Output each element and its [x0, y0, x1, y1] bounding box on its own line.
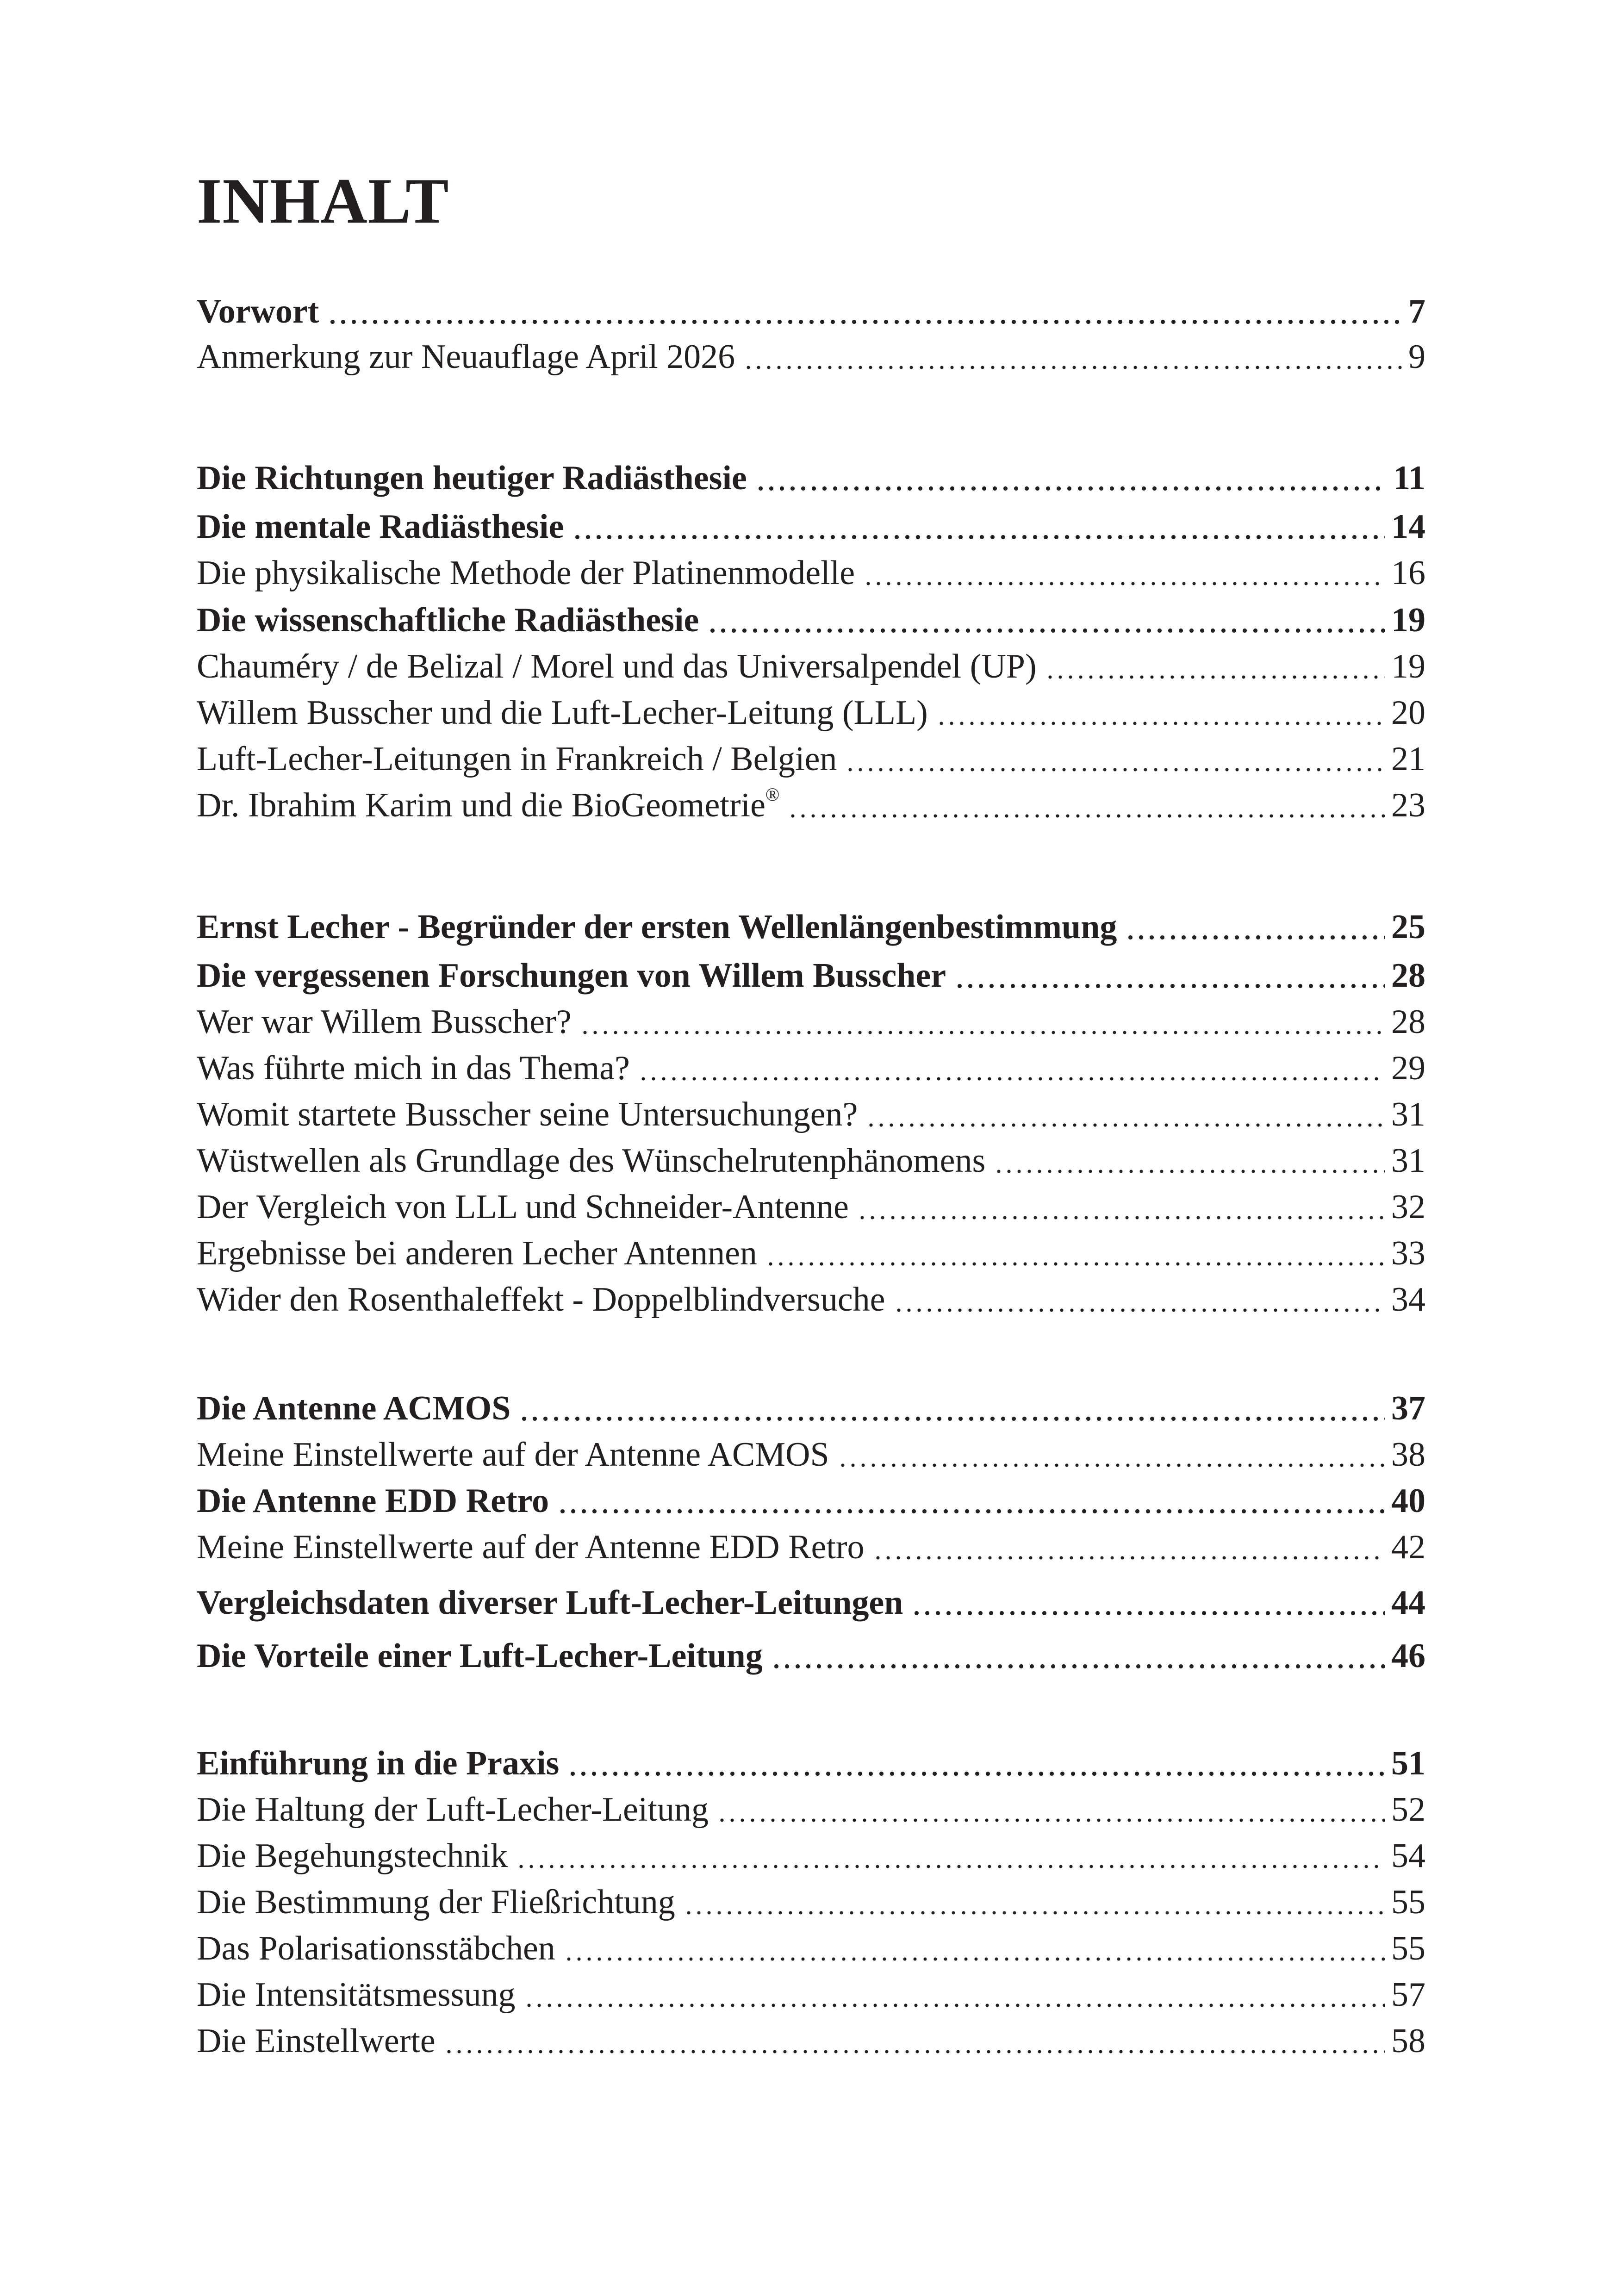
- toc-entry: [197, 2020, 1425, 2062]
- toc-entry: [197, 1526, 1425, 1568]
- toc-page-number: 51: [1391, 1744, 1425, 1782]
- dot-leader: [845, 738, 1385, 780]
- toc-page-number: 33: [1391, 1234, 1425, 1272]
- toc-entry: [197, 1480, 1425, 1522]
- dot-leader: [894, 1279, 1385, 1320]
- toc-page-number: 11: [1393, 459, 1425, 497]
- dot-leader: [743, 336, 1402, 378]
- toc-entry: [197, 552, 1425, 594]
- toc-entry: [197, 336, 1425, 378]
- toc-entry-title-text: Dr. Ibrahim Karim und die BioGeometrie: [197, 786, 765, 824]
- toc-entry-title: Die Bestimmung der Fließrichtung: [197, 1883, 675, 1921]
- toc-page-number: 58: [1391, 2022, 1425, 2060]
- toc-entry-title: Willem Busscher und die Luft-Lecher-Leitung (LLL): [197, 694, 928, 732]
- toc-page-number: 14: [1391, 508, 1425, 546]
- toc-entry: [197, 646, 1425, 687]
- toc-page-number: 54: [1391, 1837, 1425, 1875]
- dot-leader: [638, 1047, 1385, 1089]
- dot-leader: [788, 784, 1385, 826]
- toc-entry: [197, 1582, 1425, 1624]
- toc-page-number: 37: [1391, 1389, 1425, 1427]
- toc-entry: [197, 1232, 1425, 1274]
- toc-page-number: 34: [1391, 1281, 1425, 1319]
- toc-entry-title: Luft-Lecher-Leitungen in Frankreich / Belgien: [197, 740, 837, 778]
- toc-page-number: 44: [1391, 1584, 1425, 1622]
- toc-entry-title: Wer war Willem Busscher?: [197, 1003, 572, 1041]
- toc-page-number: 38: [1391, 1436, 1425, 1474]
- toc-entry: [197, 692, 1425, 734]
- toc-entry: [197, 784, 1425, 826]
- toc-entry-title: Die Einstellwerte: [197, 2022, 436, 2060]
- toc-entry-title: Vorwort: [197, 292, 319, 330]
- toc-page-number: 7: [1408, 292, 1425, 330]
- toc-entry-title: Anmerkung zur Neuauflage April 2026: [197, 338, 735, 376]
- toc-entry: [197, 1047, 1425, 1089]
- toc-entry: [197, 738, 1425, 780]
- toc-page-number: 42: [1391, 1528, 1425, 1566]
- toc-entry: [197, 1186, 1425, 1228]
- registered-mark: ®: [765, 784, 780, 805]
- toc-entry: [197, 1094, 1425, 1135]
- page-title: INHALT: [197, 165, 449, 237]
- dot-leader: [863, 552, 1385, 594]
- toc-entry-title: Meine Einstellwerte auf der Antenne EDD Retro: [197, 1528, 865, 1566]
- toc-page-number: 23: [1391, 786, 1425, 824]
- toc-entry-title: Die Richtungen heutiger Radiästhesie: [197, 459, 747, 497]
- toc-entry-title: Die Antenne ACMOS: [197, 1389, 511, 1427]
- toc-entry-title: Meine Einstellwerte auf der Antenne ACMOS: [197, 1436, 829, 1474]
- toc-entry-title: Wider den Rosenthaleffekt - Doppelblindversuche: [197, 1281, 885, 1319]
- toc-entry-title: Chauméry / de Belizal / Morel und das Universalpendel (UP): [197, 647, 1037, 685]
- toc-entry: [197, 1001, 1425, 1043]
- toc-page-number: 32: [1391, 1188, 1425, 1226]
- toc-entry-title: Was führte mich in das Thema?: [197, 1049, 630, 1087]
- dot-leader: [838, 1434, 1385, 1475]
- dot-leader: [327, 291, 1402, 332]
- toc-entry: [197, 1742, 1425, 1784]
- dot-leader: [684, 1881, 1385, 1923]
- toc-entry: [197, 599, 1425, 641]
- dot-leader: [516, 1835, 1385, 1877]
- toc-entry-title: Einführung in die Praxis: [197, 1744, 560, 1782]
- toc-entry-title: Die Vorteile einer Luft-Lecher-Leitung: [197, 1637, 763, 1675]
- dot-leader: [771, 1635, 1385, 1677]
- toc-page-number: 28: [1391, 957, 1425, 995]
- toc-page-number: 20: [1391, 694, 1425, 732]
- toc-entry-title: Die Antenne EDD Retro: [197, 1482, 549, 1520]
- dot-leader: [765, 1232, 1385, 1274]
- toc-entry: [197, 1388, 1425, 1429]
- toc-entry: [197, 506, 1425, 548]
- toc-entry-title: Die physikalische Methode der Platinenmodelle: [197, 554, 855, 592]
- toc-entry-title: Ernst Lecher - Begründer der ersten Wellenlängenbestimmung: [197, 908, 1117, 946]
- toc-entry-title: Die Begehungstechnik: [197, 1837, 508, 1875]
- dot-leader: [557, 1480, 1385, 1522]
- dot-leader: [519, 1388, 1385, 1429]
- toc-entry-title: Die vergessenen Forschungen von Willem Busscher: [197, 957, 946, 995]
- toc-entry: [197, 291, 1425, 332]
- toc-page-number: 25: [1391, 908, 1425, 946]
- toc-entry: [197, 1928, 1425, 1969]
- dot-leader: [994, 1140, 1385, 1182]
- toc-page-number: 29: [1391, 1049, 1425, 1087]
- toc-page-number: 31: [1391, 1095, 1425, 1133]
- toc-page-number: 21: [1391, 740, 1425, 778]
- dot-leader: [755, 457, 1387, 499]
- toc-entry: [197, 955, 1425, 996]
- dot-leader: [1125, 906, 1385, 948]
- toc-entry: [197, 906, 1425, 948]
- toc-page-number: 55: [1391, 1929, 1425, 1967]
- dot-leader: [564, 1928, 1385, 1969]
- dot-leader: [580, 1001, 1385, 1043]
- toc-page-number: 9: [1408, 338, 1425, 376]
- dot-leader: [873, 1526, 1385, 1568]
- toc-entry-title: Die mentale Radiästhesie: [197, 508, 564, 546]
- toc-entry-title: Ergebnisse bei anderen Lecher Antennen: [197, 1234, 757, 1272]
- toc-entry-title: Die wissenschaftliche Radiästhesie: [197, 601, 699, 639]
- dot-leader: [936, 692, 1385, 734]
- dot-leader: [567, 1742, 1385, 1784]
- toc-entry-title: Wüstwellen als Grundlage des Wünschelrutenphänomens: [197, 1142, 986, 1180]
- toc-entry-title: Womit startete Busscher seine Untersuchungen?: [197, 1095, 858, 1133]
- toc-entry: [197, 1881, 1425, 1923]
- dot-leader: [857, 1186, 1385, 1228]
- dot-leader: [911, 1582, 1385, 1624]
- toc-entry-title: [197, 784, 779, 826]
- dot-leader: [524, 1974, 1385, 2016]
- dot-leader: [954, 955, 1385, 996]
- toc-page-number: 16: [1391, 554, 1425, 592]
- toc-entry: [197, 1635, 1425, 1677]
- dot-leader: [866, 1094, 1385, 1135]
- toc-entry-title: Die Haltung der Luft-Lecher-Leitung: [197, 1791, 709, 1829]
- toc-page-number: 52: [1391, 1791, 1425, 1829]
- toc-page-number: 31: [1391, 1142, 1425, 1180]
- toc-page-number: 46: [1391, 1637, 1425, 1675]
- toc-page-number: 19: [1391, 647, 1425, 685]
- toc-entry-title: Vergleichsdaten diverser Luft-Lecher-Leitungen: [197, 1584, 903, 1622]
- dot-leader: [572, 506, 1385, 548]
- toc-entry-title: Die Intensitätsmessung: [197, 1976, 516, 2014]
- toc-entry: [197, 1434, 1425, 1475]
- dot-leader: [717, 1789, 1385, 1830]
- dot-leader: [444, 2020, 1385, 2062]
- toc-entry: [197, 1974, 1425, 2016]
- dot-leader: [707, 599, 1385, 641]
- toc-page-number: 57: [1391, 1976, 1425, 2014]
- toc-entry: [197, 1140, 1425, 1182]
- dot-leader: [1045, 646, 1385, 687]
- toc-entry: [197, 1835, 1425, 1877]
- toc-entry: [197, 1789, 1425, 1830]
- toc-page-number: 28: [1391, 1003, 1425, 1041]
- toc-entry: [197, 1279, 1425, 1320]
- toc-entry-title: Der Vergleich von LLL und Schneider-Antenne: [197, 1188, 849, 1226]
- toc-entry: [197, 457, 1425, 499]
- toc-page-number: 19: [1391, 601, 1425, 639]
- toc-page-number: 40: [1391, 1482, 1425, 1520]
- toc-page-number: 55: [1391, 1883, 1425, 1921]
- toc-entry-title: Das Polarisationsstäbchen: [197, 1929, 555, 1967]
